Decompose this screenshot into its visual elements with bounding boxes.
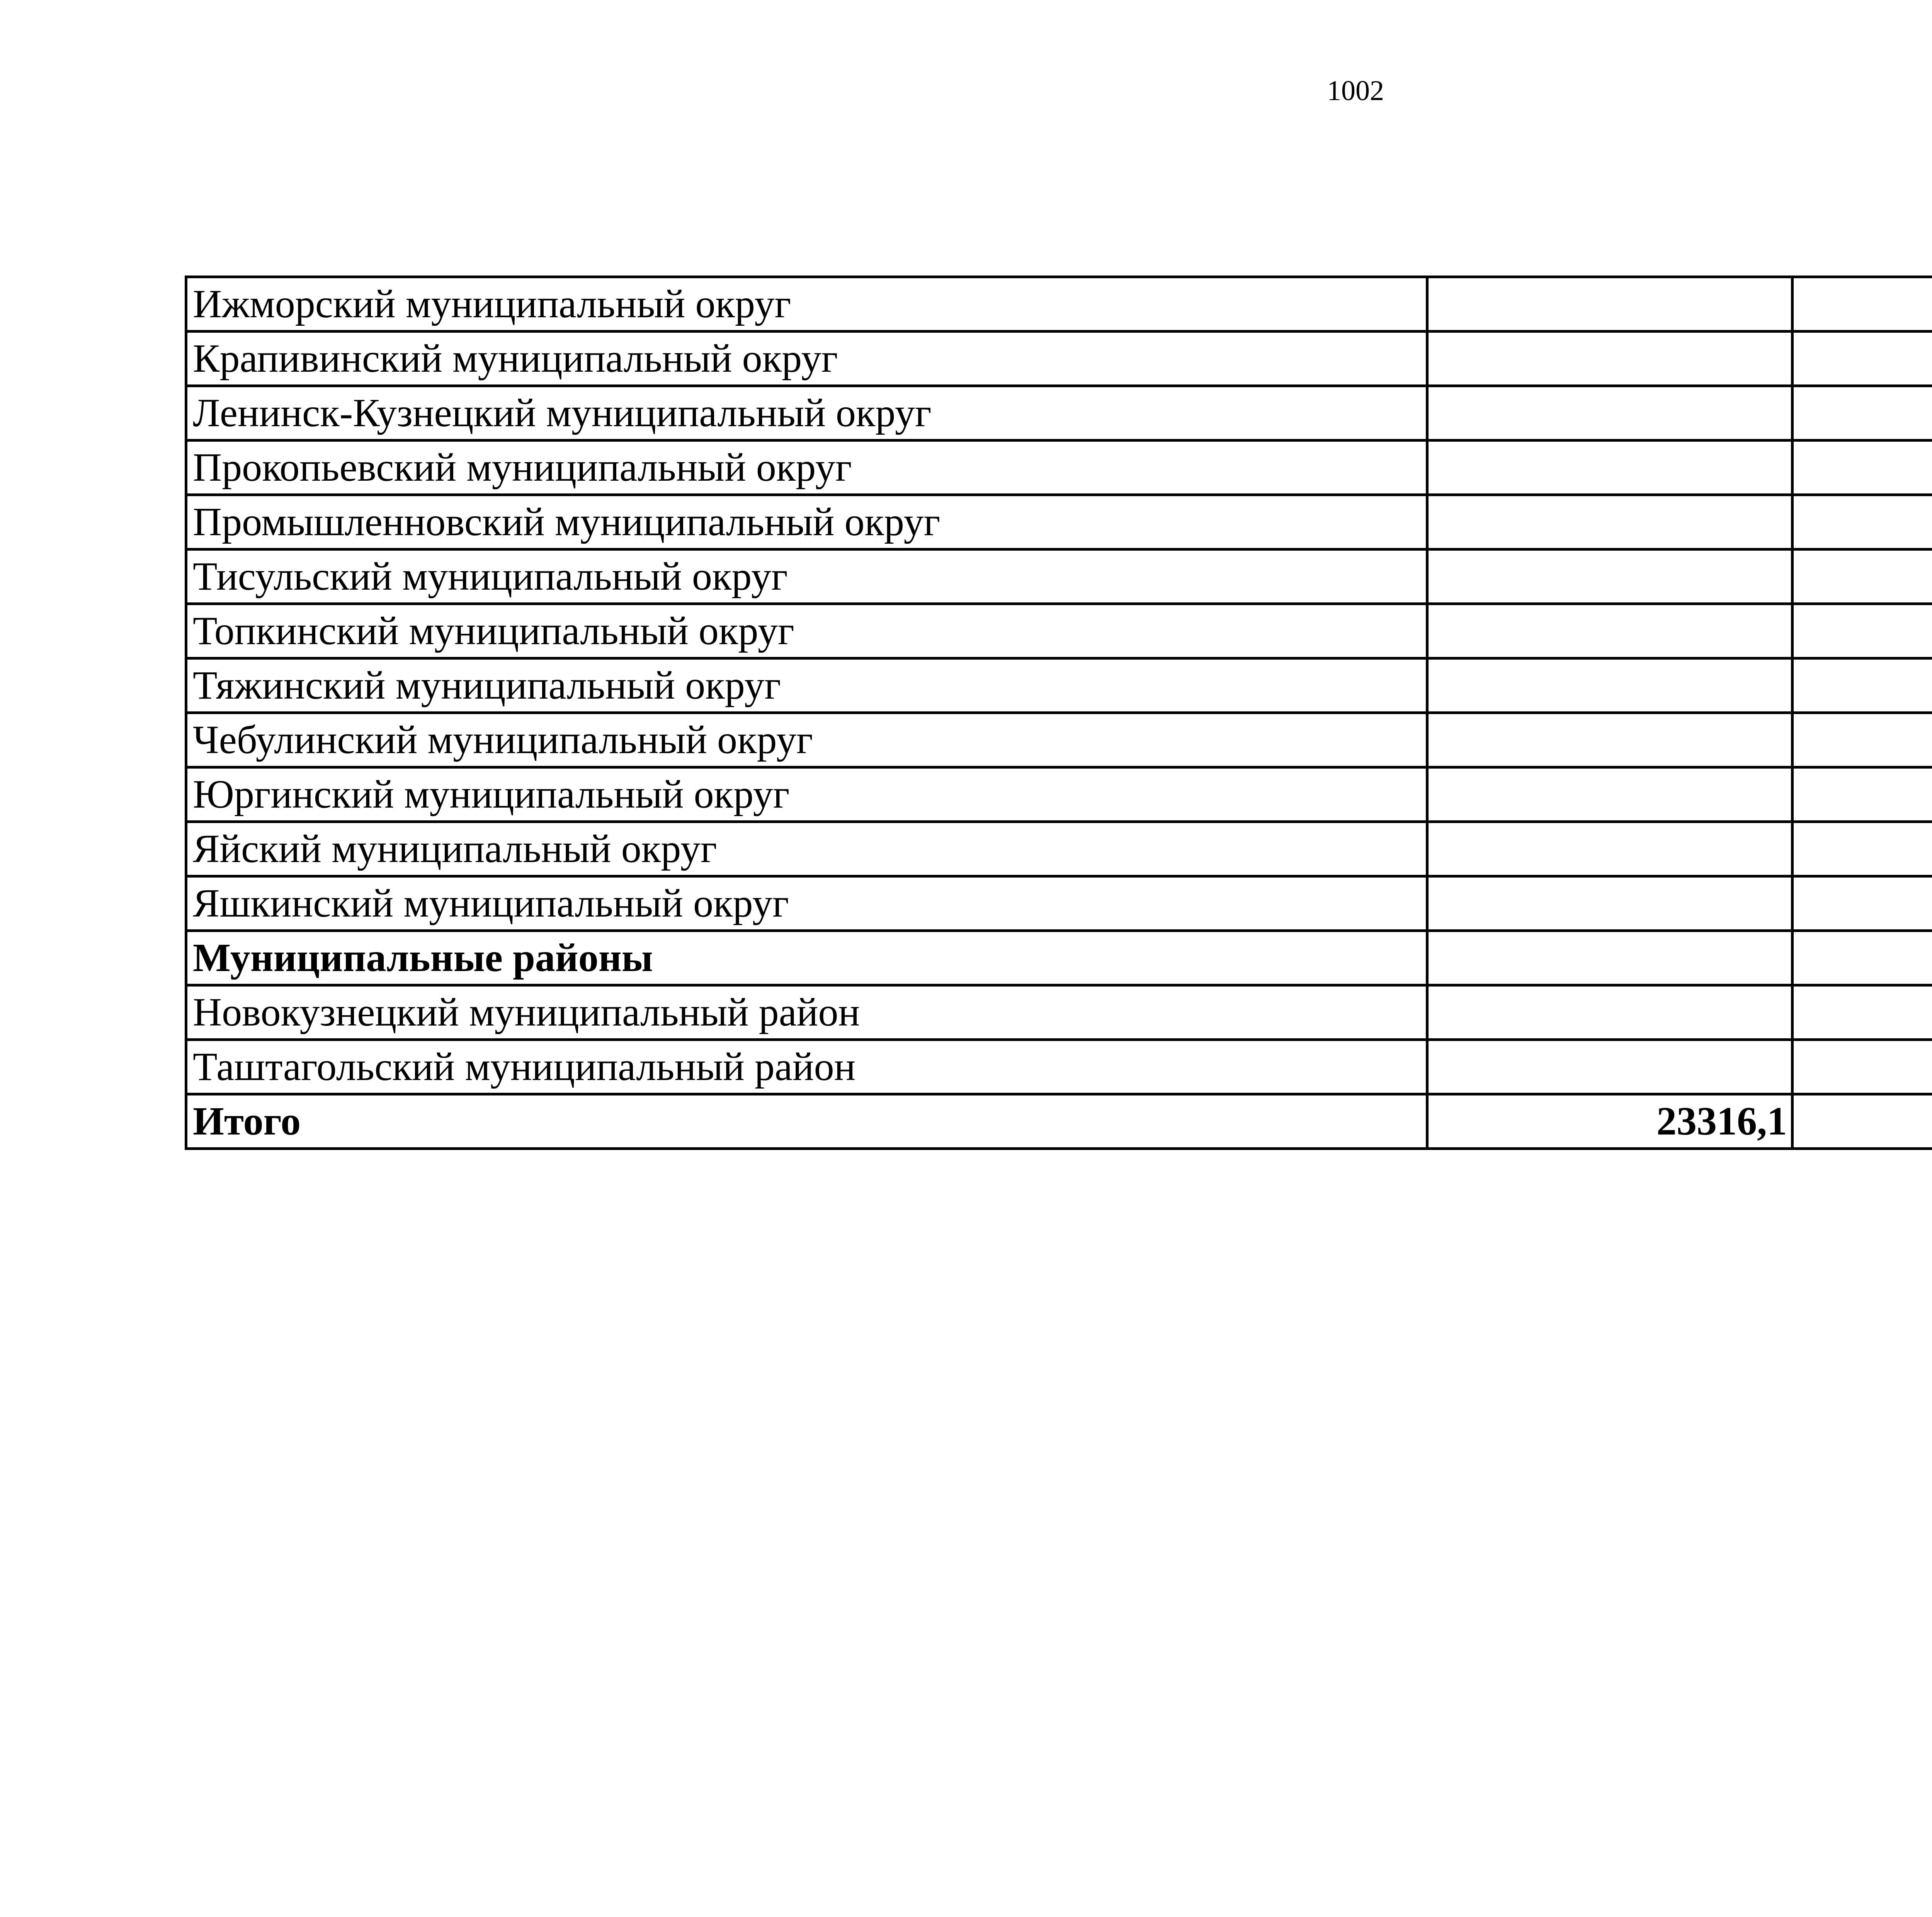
table-row <box>186 1040 1932 1094</box>
value-cell-col2 <box>1793 931 1932 985</box>
value-cell-col2 <box>1793 441 1932 495</box>
value-cell-col2 <box>1793 876 1932 931</box>
row-name-cell: Яйский муниципальный округ <box>186 822 1427 876</box>
value-cell-col1 <box>1427 386 1793 441</box>
value-cell-col1 <box>1427 985 1793 1040</box>
table-row <box>186 767 1932 822</box>
value-cell-col2 <box>1793 822 1932 876</box>
value-cell-col1 <box>1427 495 1793 549</box>
value-cell-col2 <box>1793 332 1932 386</box>
value-cell-col1 <box>1427 277 1793 332</box>
row-name-cell: Прокопьевский муниципальный округ <box>186 441 1427 495</box>
row-name-cell: Ленинск-Кузнецкий муниципальный округ <box>186 386 1427 441</box>
table-row <box>186 985 1932 1040</box>
row-name-cell: Тисульский муниципальный округ <box>186 549 1427 604</box>
table-row <box>186 495 1932 549</box>
table-row <box>186 822 1932 876</box>
value-cell-col2 <box>1793 277 1932 332</box>
table-row-summary <box>186 931 1932 985</box>
value-cell-col2 <box>1793 658 1932 713</box>
value-cell-col1 <box>1427 767 1793 822</box>
row-name-cell: Чебулинский муниципальный округ <box>186 713 1427 767</box>
value-cell-col2 <box>1793 767 1932 822</box>
value-cell-col1 <box>1427 332 1793 386</box>
value-cell-col1: 23316,1 <box>1427 1094 1793 1149</box>
row-name-cell: Топкинский муниципальный округ <box>186 604 1427 658</box>
table-row <box>186 386 1932 441</box>
value-cell-col2 <box>1793 713 1932 767</box>
table-row-summary <box>186 1094 1932 1149</box>
table-row <box>186 549 1932 604</box>
budget-table <box>185 276 1932 1150</box>
row-name-cell: Таштагольский муниципальный район <box>186 1040 1427 1094</box>
value-cell-col1 <box>1427 604 1793 658</box>
value-cell-col2 <box>1793 495 1932 549</box>
value-cell-col2 <box>1793 549 1932 604</box>
table-row <box>186 658 1932 713</box>
row-name-cell: Тяжинский муниципальный округ <box>186 658 1427 713</box>
table-row <box>186 876 1932 931</box>
value-cell-col1 <box>1427 1040 1793 1094</box>
table-row <box>186 277 1932 332</box>
value-cell-col2 <box>1793 1094 1932 1149</box>
table-row <box>186 332 1932 386</box>
table-row <box>186 604 1932 658</box>
value-cell-col1 <box>1427 658 1793 713</box>
value-cell-col2 <box>1793 985 1932 1040</box>
row-name-cell: Юргинский муниципальный округ <box>186 767 1427 822</box>
row-name-cell: Новокузнецкий муниципальный район <box>186 985 1427 1040</box>
row-name-cell: Промышленновский муниципальный округ <box>186 495 1427 549</box>
value-cell-col1 <box>1427 713 1793 767</box>
page-number: 1002 <box>1327 75 1384 107</box>
row-name-cell: Муниципальные районы <box>186 931 1427 985</box>
value-cell-col2 <box>1793 604 1932 658</box>
table-body <box>186 277 1932 1149</box>
table-row <box>186 441 1932 495</box>
value-cell-col1 <box>1427 549 1793 604</box>
row-name-cell: Крапивинский муниципальный округ <box>186 332 1427 386</box>
row-name-cell: Яшкинский муниципальный округ <box>186 876 1427 931</box>
row-name-cell: Итого <box>186 1094 1427 1149</box>
value-cell-col1 <box>1427 441 1793 495</box>
value-cell-col2 <box>1793 1040 1932 1094</box>
table-row <box>186 713 1932 767</box>
value-cell-col2 <box>1793 386 1932 441</box>
value-cell-col1 <box>1427 822 1793 876</box>
value-cell-col1 <box>1427 876 1793 931</box>
row-name-cell: Ижморский муниципальный округ <box>186 277 1427 332</box>
value-cell-col1 <box>1427 931 1793 985</box>
